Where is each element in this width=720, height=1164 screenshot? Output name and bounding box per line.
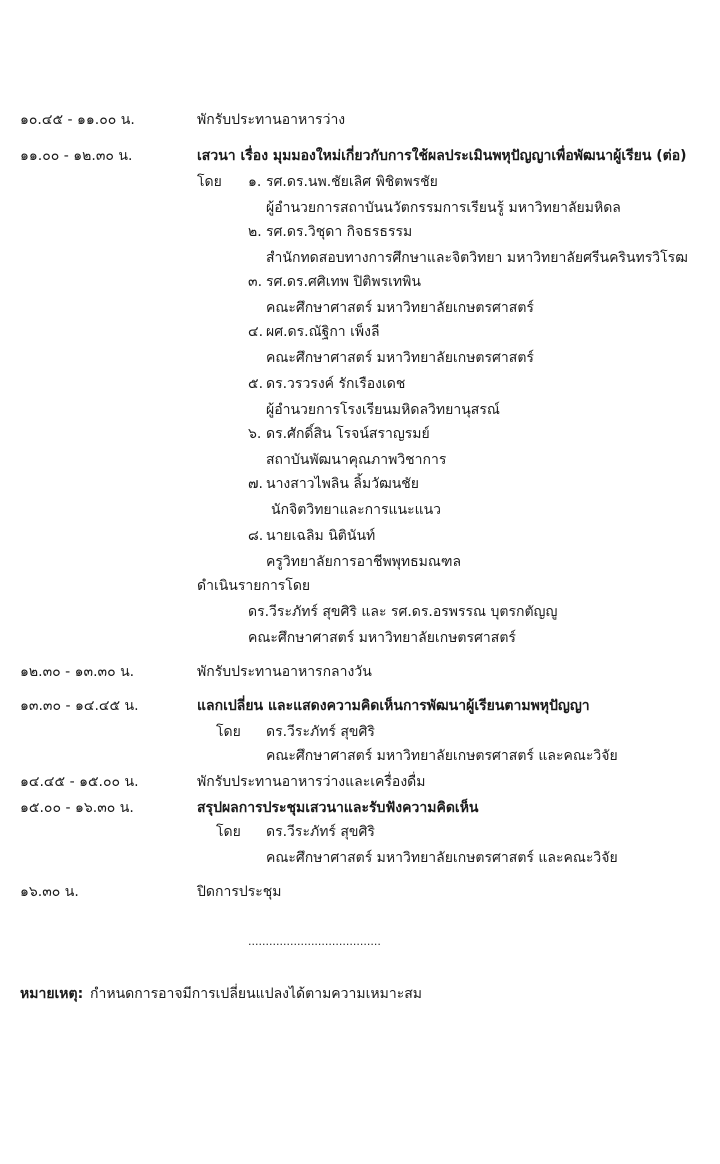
panelist-5-org: ผู้อำนวยการโรงเรียนมหิดลวิทยานุสรณ์ bbox=[266, 402, 500, 418]
panelist-6-num: ๖. bbox=[248, 426, 262, 442]
summary-name: ดร.วีระภัทร์ สุขศิริ bbox=[266, 824, 375, 840]
panelist-3-name: รศ.ดร.ศศิเทพ ปิติพรเทพิน bbox=[266, 274, 421, 290]
panelist-8-org: ครูวิทยาลัยการอาชีพพุทธมณฑล bbox=[266, 554, 462, 570]
time-1445: ๑๔.๔๕ - ๑๕.๐๐ น. bbox=[20, 774, 139, 790]
agenda-summary-title: สรุปผลการประชุมเสวนาและรับฟังความคิดเห็น bbox=[197, 800, 479, 816]
summary-by-label: โดย bbox=[216, 824, 241, 840]
note-text: กำหนดการอาจมีการเปลี่ยนแปลงได้ตามความเหมาะสม bbox=[90, 986, 423, 1002]
panelist-4-name: ผศ.ดร.ณัฐิกา เพ็งลี bbox=[266, 324, 380, 340]
section-divider: ...................................... bbox=[248, 935, 381, 948]
panelist-7-name: นางสาวไพลิน ลิ้มวัฒนชัย bbox=[266, 476, 419, 492]
agenda-panel-title: เสวนา เรื่อง มุมมองใหม่เกี่ยวกับการใช้ผลประเมินพหุปัญญาเพื่อพัฒนาผู้เรียน (ต่อ) bbox=[197, 148, 687, 164]
summary-org: คณะศึกษาศาสตร์ มหาวิทยาลัยเกษตรศาสตร์ และคณะวิจัย bbox=[266, 850, 618, 866]
agenda-refreshment-break: พักรับประทานอาหารว่างและเครื่องดื่ม bbox=[197, 774, 426, 790]
time-1230: ๑๒.๓๐ - ๑๓.๓๐ น. bbox=[20, 664, 135, 680]
moderator-org: คณะศึกษาศาสตร์ มหาวิทยาลัยเกษตรศาสตร์ bbox=[248, 630, 516, 646]
agenda-exchange-title: แลกเปลี่ยน และแสดงความคิดเห็นการพัฒนาผู้เรียนตามพหุปัญญา bbox=[197, 698, 590, 714]
exchange-org: คณะศึกษาศาสตร์ มหาวิทยาลัยเกษตรศาสตร์ และคณะวิจัย bbox=[266, 748, 618, 764]
panelist-3-num: ๓. bbox=[248, 274, 263, 290]
exchange-by-label: โดย bbox=[216, 724, 241, 740]
time-1630: ๑๖.๓๐ น. bbox=[20, 884, 79, 900]
panelist-6-name: ดร.ศักดิ์สิน โรจน์สราญรมย์ bbox=[266, 426, 430, 442]
panelist-4-org: คณะศึกษาศาสตร์ มหาวิทยาลัยเกษตรศาสตร์ bbox=[266, 350, 534, 366]
panelist-1-name: รศ.ดร.นพ.ชัยเลิศ พิชิตพรชัย bbox=[266, 174, 438, 190]
moderator-label: ดำเนินรายการโดย bbox=[197, 578, 311, 594]
panelist-5-num: ๕. bbox=[248, 376, 264, 392]
panelist-7-org: นักจิตวิทยาและการแนะแนว bbox=[271, 502, 442, 518]
panel-by-label: โดย bbox=[197, 174, 222, 190]
panelist-8-num: ๘. bbox=[248, 528, 264, 544]
exchange-name: ดร.วีระภัทร์ สุขศิริ bbox=[266, 724, 375, 740]
panelist-5-name: ดร.วรวรงค์ รักเรืองเดช bbox=[266, 376, 406, 392]
agenda-snack-break: พักรับประทานอาหารว่าง bbox=[197, 112, 346, 128]
panelist-8-name: นายเฉลิม นิตินันท์ bbox=[266, 528, 376, 544]
panelist-2-name: รศ.ดร.วิชุดา กิจธรธรรม bbox=[266, 224, 413, 240]
time-1100: ๑๑.๐๐ - ๑๒.๓๐ น. bbox=[20, 148, 133, 164]
panelist-4-num: ๔. bbox=[248, 324, 264, 340]
time-1500: ๑๕.๐๐ - ๑๖.๓๐ น. bbox=[20, 800, 134, 816]
agenda-lunch-break: พักรับประทานอาหารกลางวัน bbox=[197, 664, 372, 680]
panelist-7-num: ๗. bbox=[248, 476, 263, 492]
note-label: หมายเหตุ: bbox=[20, 986, 84, 1002]
time-1045: ๑๐.๔๕ - ๑๑.๐๐ น. bbox=[20, 112, 135, 128]
panelist-1-org: ผู้อำนวยการสถาบันนวัตกรรมการเรียนรู้ มหาวิทยาลัยมหิดล bbox=[266, 200, 621, 216]
panelist-6-org: สถาบันพัฒนาคุณภาพวิชาการ bbox=[266, 452, 447, 468]
agenda-closing: ปิดการประชุม bbox=[197, 884, 282, 900]
panelist-2-num: ๒. bbox=[248, 224, 262, 240]
time-1330: ๑๓.๓๐ - ๑๔.๔๕ น. bbox=[20, 698, 139, 714]
panelist-3-org: คณะศึกษาศาสตร์ มหาวิทยาลัยเกษตรศาสตร์ bbox=[266, 300, 534, 316]
moderator-names: ดร.วีระภัทร์ สุขศิริ และ รศ.ดร.อรพรรณ บุตรกตัญญู bbox=[248, 604, 558, 620]
panelist-2-org: สำนักทดสอบทางการศึกษาและจิตวิทยา มหาวิทยาลัยศรีนครินทรวิโรฒ bbox=[266, 250, 688, 266]
panelist-1-num: ๑. bbox=[248, 174, 262, 190]
